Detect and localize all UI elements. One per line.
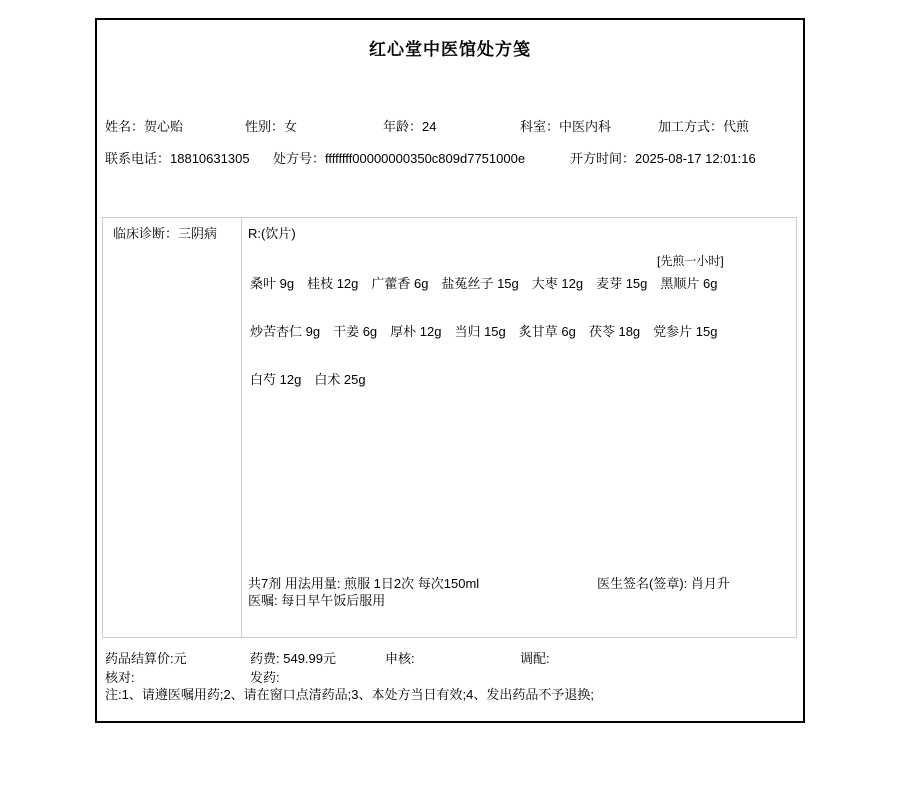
- herb-item: 当归 15g: [454, 324, 506, 339]
- field-label: 科室：: [520, 119, 560, 134]
- field-value: ffffffff00000000350c809d7751000e: [325, 151, 526, 166]
- field-label: 开方时间：: [570, 151, 636, 166]
- herb-item: 广藿香 6g: [371, 276, 429, 291]
- herb-item: 茯苓 18g: [588, 324, 641, 339]
- field-label: 调配:: [520, 651, 550, 666]
- rx-summary: 共7剂 用法用量: 煎服 1日2次 每次150ml: [248, 576, 480, 591]
- field-fee: [250, 651, 336, 666]
- field-value: 贺心贻: [144, 119, 184, 134]
- herb-item: 盐菟丝子 15g: [441, 276, 519, 291]
- herb-item: 党参片 15g: [653, 324, 718, 339]
- rx-advice: [248, 593, 385, 608]
- field-label: 核对:: [105, 670, 135, 685]
- field-rx-number: [273, 151, 525, 166]
- field-value: 肖月升: [690, 576, 730, 591]
- herb-item: 干姜 6g: [333, 324, 378, 339]
- field-phone: [105, 151, 250, 166]
- field-settle-price: [105, 651, 187, 666]
- field-label: 发药:: [250, 670, 280, 685]
- herb-item: 炙甘草 6g: [518, 324, 576, 339]
- field-value: 三阴病: [178, 226, 218, 241]
- field-value: 549.99元: [283, 651, 336, 666]
- diagnosis-column-divider: [241, 217, 242, 638]
- rx-header: R:(饮片): [248, 226, 296, 241]
- herb-line: [250, 276, 717, 324]
- field-value: 元: [173, 651, 187, 666]
- field-label: 药品结算价:: [105, 651, 174, 666]
- field-age: [383, 119, 436, 134]
- field-label: 药费:: [250, 651, 284, 666]
- herb-item: 厚朴 12g: [390, 324, 442, 339]
- doctor-signature: [597, 576, 730, 591]
- field-department: [520, 119, 611, 134]
- field-prepare: [520, 651, 550, 666]
- herb-line: [250, 372, 717, 420]
- field-value: 中医内科: [559, 119, 612, 134]
- herb-item: 桂枝 12g: [307, 276, 359, 291]
- field-gender: [245, 119, 297, 134]
- field-label: 加工方式：: [658, 119, 724, 134]
- field-label: 申核:: [385, 651, 415, 666]
- field-value: 女: [284, 119, 298, 134]
- field-value: 24: [422, 119, 437, 134]
- field-process-method: [658, 119, 749, 134]
- field-value: 每日早午饭后服用: [281, 593, 386, 608]
- field-label: 临床诊断：: [113, 226, 179, 241]
- herb-item: 大枣 12g: [531, 276, 584, 291]
- field-rx-time: [570, 151, 756, 166]
- field-label: 处方号：: [273, 151, 326, 166]
- field-value: 2025-08-17 12:01:16: [635, 151, 756, 166]
- herb-item: 白芍 12g: [250, 372, 302, 387]
- herb-line: [250, 324, 717, 372]
- herb-item: 麦芽 15g: [596, 276, 648, 291]
- herb-item: 炒苦杏仁 9g: [250, 324, 321, 339]
- herb-item: 黑顺片 6g: [660, 276, 718, 291]
- field-value: 18810631305: [170, 151, 250, 166]
- herb-lines: [250, 276, 717, 420]
- herb-item: 白术 25g: [314, 372, 366, 387]
- field-label: 年龄：: [383, 119, 423, 134]
- field-label: 联系电话：: [105, 151, 171, 166]
- field-review: [385, 651, 415, 666]
- field-diagnosis: [113, 226, 217, 241]
- field-label: 姓名：: [105, 119, 145, 134]
- field-patient-name: [105, 119, 183, 134]
- pre-decoct-note: [先煎一小时]: [657, 254, 724, 268]
- field-label: 医生签名(签章):: [597, 576, 691, 591]
- page-title: 红心堂中医馆处方笺: [369, 40, 531, 59]
- footer-note: 注:1、请遵医嘱用药;2、请在窗口点清药品;3、本处方当日有效;4、发出药品不予退换;: [105, 687, 594, 702]
- field-label: 性别：: [245, 119, 285, 134]
- field-label: 医嘱:: [248, 593, 282, 608]
- field-check: [105, 670, 135, 685]
- herb-item: 桑叶 9g: [250, 276, 295, 291]
- field-dispense: [250, 670, 280, 685]
- field-value: 代煎: [723, 119, 750, 134]
